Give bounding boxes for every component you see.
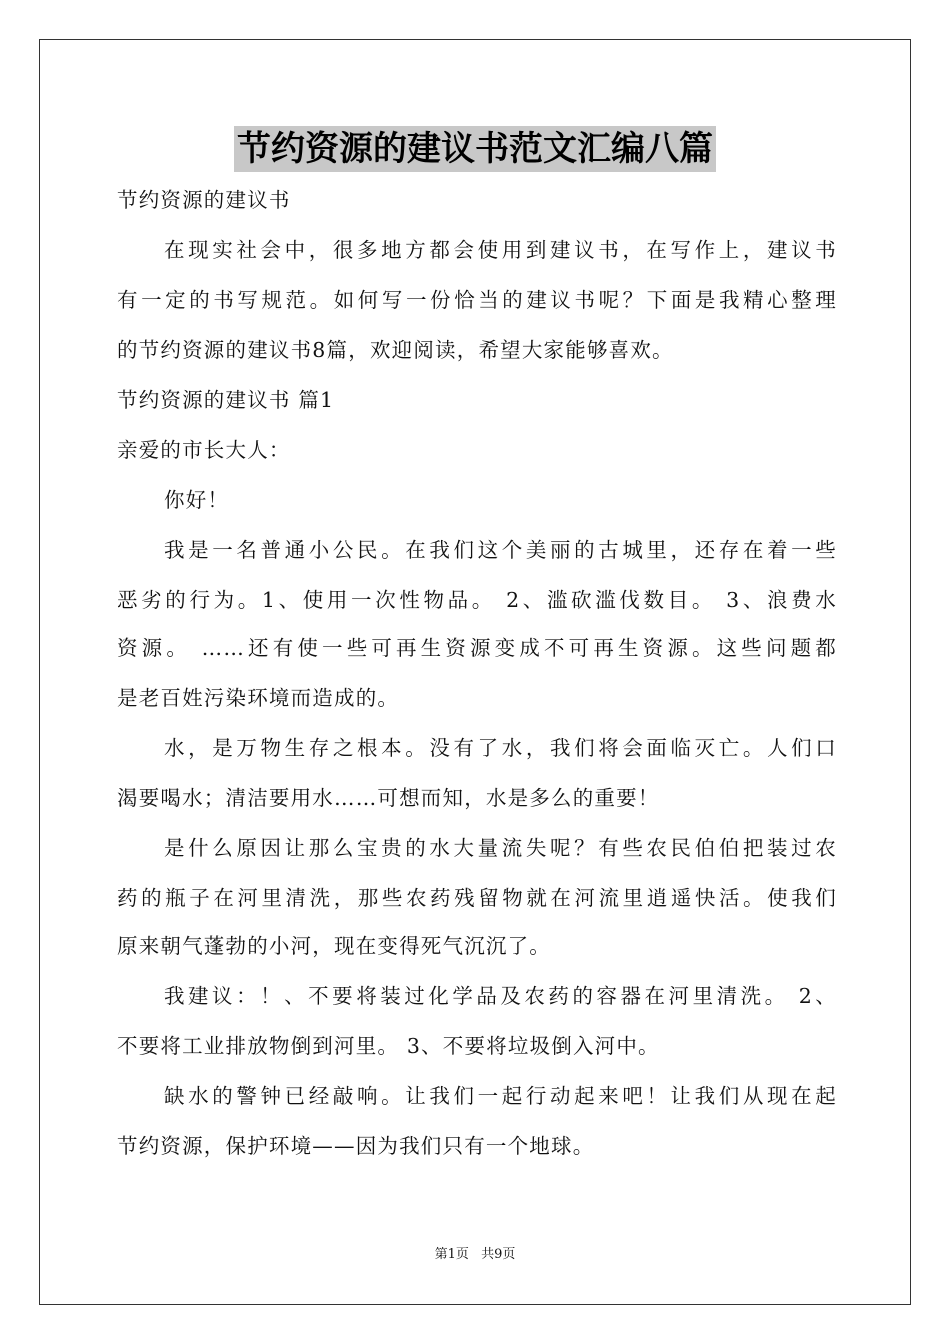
greeting: 你好！ — [164, 488, 230, 512]
paragraph-line: 渴要喝水；清洁要用水……可想而知，水是多么的重要！ — [117, 786, 660, 810]
paragraph-line: 有一定的书写规范。如何写一份恰当的建议书呢？下面是我精心整理 — [117, 288, 837, 312]
paragraph-line: 缺水的警钟已经敲响。让我们一起行动起来吧！让我们从现在起 — [164, 1084, 837, 1108]
section-heading: 节约资源的建议书 篇1 — [117, 388, 335, 412]
paragraph-line: 节约资源，保护环境——因为我们只有一个地球。 — [117, 1134, 595, 1158]
paragraph-line: 我是一名普通小公民。在我们这个美丽的古城里，还存在着一些 — [164, 538, 837, 562]
paragraph-line: 恶劣的行为。1、使用一次性物品。 2、滥砍滥伐数目。 3、浪费水 — [117, 588, 837, 612]
paragraph-line: 水，是万物生存之根本。没有了水，我们将会面临灭亡。人们口 — [164, 736, 837, 760]
section-heading: 节约资源的建议书 — [117, 188, 291, 212]
paragraph-line: 在现实社会中，很多地方都会使用到建议书，在写作上，建议书 — [164, 238, 837, 262]
salutation: 亲爱的市长大人： — [117, 438, 291, 462]
page-total: 共9页 — [481, 1247, 516, 1262]
paragraph-line: 是老百姓污染环境而造成的。 — [117, 686, 400, 710]
paragraph-line: 资源。 ……还有使一些可再生资源变成不可再生资源。这些问题都 — [117, 636, 837, 660]
paragraph-line: 原来朝气蓬勃的小河，现在变得死气沉沉了。 — [117, 934, 551, 958]
page-number: 第1页 — [434, 1247, 469, 1262]
paragraph-line: 我建议：！、不要将装过化学品及农药的容器在河里清洗。 2、 — [164, 984, 837, 1008]
paragraph-line: 不要将工业排放物倒到河里。 3、不要将垃圾倒入河中。 — [117, 1034, 660, 1058]
paragraph-line: 是什么原因让那么宝贵的水大量流失呢？有些农民伯伯把装过农 — [164, 836, 837, 860]
page-border — [39, 39, 911, 1305]
paragraph-line: 药的瓶子在河里清洗，那些农药残留物就在河流里逍遥快活。使我们 — [117, 886, 837, 910]
paragraph-line: 的节约资源的建议书8篇，欢迎阅读，希望大家能够喜欢。 — [117, 338, 674, 362]
document-title: 节约资源的建议书范文汇编八篇 — [234, 126, 716, 172]
title-container — [0, 126, 950, 172]
page-footer — [0, 1246, 950, 1264]
